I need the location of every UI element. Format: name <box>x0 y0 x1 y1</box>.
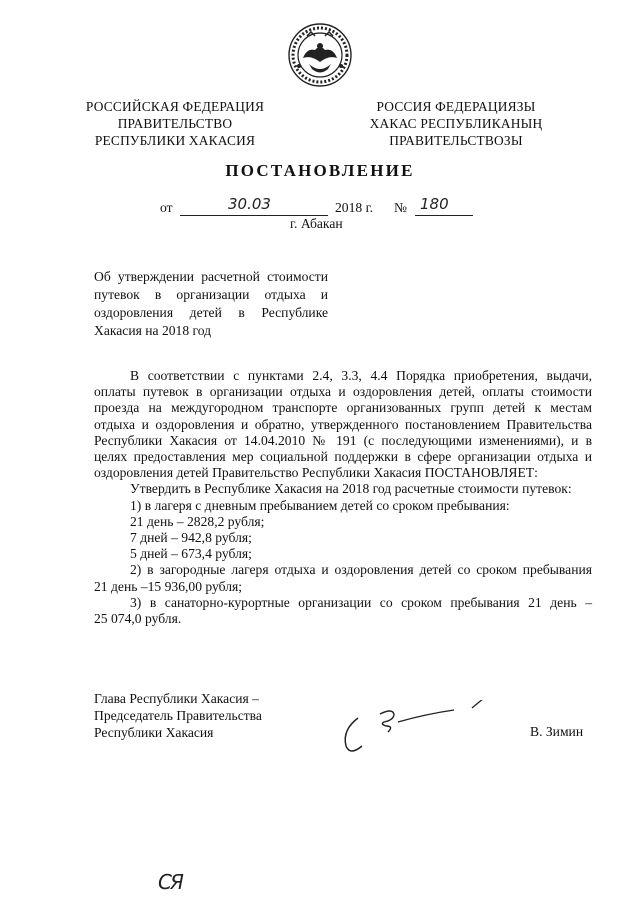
header-left <box>60 98 290 149</box>
body-line: целях предоставления мер социальной поддержки в сфере организации отдыха и <box>94 449 592 465</box>
body-line: Утвердить в Республике Хакасия на 2018 год расчетные стоимости путевок: <box>130 481 572 497</box>
header-left-line: РОССИЙСКАЯ ФЕДЕРАЦИЯ <box>85 99 265 114</box>
body-line: Республики Хакасия от 14.04.2010 № 191 (с последующими изменениями), и в <box>94 432 592 448</box>
position-line: Глава Республики Хакасия – <box>94 691 259 706</box>
header-left-line: ПРАВИТЕЛЬСТВО <box>117 116 233 131</box>
header-left-line: РЕСПУБЛИКИ ХАКАСИЯ <box>94 133 256 148</box>
body-line: 21 день –15 936,00 рубля; <box>94 578 243 594</box>
year-label: 2018 г. <box>335 200 374 215</box>
body-line: отдыха и оздоровления и обратно, утвержденного постановлением Правительства <box>94 416 592 432</box>
body-line: 1) в лагеря с дневным пребыванием детей со сроком пребывания: <box>130 497 510 513</box>
handwritten-initials: СЯ <box>158 870 182 894</box>
document-body <box>94 368 592 627</box>
body-line: В соответствии с пунктами 2.4, 3.3, 4.4 Порядка приобретения, выдачи, <box>130 368 592 383</box>
hakasia-coat-of-arms-icon <box>287 22 353 88</box>
body-line: 3) в санаторно-курортные организации со сроком пребывания 21 день – <box>130 594 592 610</box>
body-line: 5 дней – 673,4 рубля; <box>130 546 252 562</box>
header-right-line: ХАКАС РЕСПУБЛИКАНЫҢ <box>369 116 543 131</box>
subject-line: Хакасия на 2018 год <box>94 323 212 338</box>
coat-of-arms-emblem <box>287 22 353 88</box>
header-right-line: РОССИЯ ФЕДЕРАЦИЯЗЫ <box>376 99 536 114</box>
subject-line: Об утверждении расчетной стоимости <box>94 269 328 284</box>
subject-block <box>94 268 328 340</box>
date-prefix: от <box>160 200 173 215</box>
signatory-name: В. Зимин <box>530 724 584 739</box>
document-type-title: ПОСТАНОВЛЕНИЕ <box>225 161 415 180</box>
date-value: 30.03 <box>228 195 271 213</box>
body-line: 7 дней – 942,8 рубля; <box>130 530 252 546</box>
subject-line: путевок в организации отдыха и <box>94 287 328 302</box>
signatory-position <box>94 690 262 741</box>
body-line: 25 074,0 рубля. <box>94 611 182 627</box>
number-value: 180 <box>420 195 449 213</box>
body-line: 21 день – 2828,2 рубля; <box>130 513 265 529</box>
body-line: 2) в загородные лагеря отдыха и оздоровления детей со сроком пребывания <box>130 562 592 578</box>
number-sign: № <box>394 200 407 215</box>
header-right-line: ПРАВИТЕЛЬСТВОЗЫ <box>389 133 523 148</box>
header-right <box>338 98 574 149</box>
body-line: оплаты путевок в организации отдыха и оздоровления детей, оплаты стоимости <box>94 384 592 400</box>
body-line: оздоровления детей Правительство Республики Хакасия ПОСТАНОВЛЯЕТ: <box>94 465 538 481</box>
subject-line: оздоровления детей в Республике <box>94 305 328 320</box>
position-line: Республики Хакасия <box>94 725 214 740</box>
city-label: г. Абакан <box>290 216 343 231</box>
body-line: проезда на междугородном транспорте организованных групп детей к местам <box>94 400 592 416</box>
position-line: Председатель Правительства <box>94 708 262 723</box>
handwritten-signature <box>336 700 496 760</box>
